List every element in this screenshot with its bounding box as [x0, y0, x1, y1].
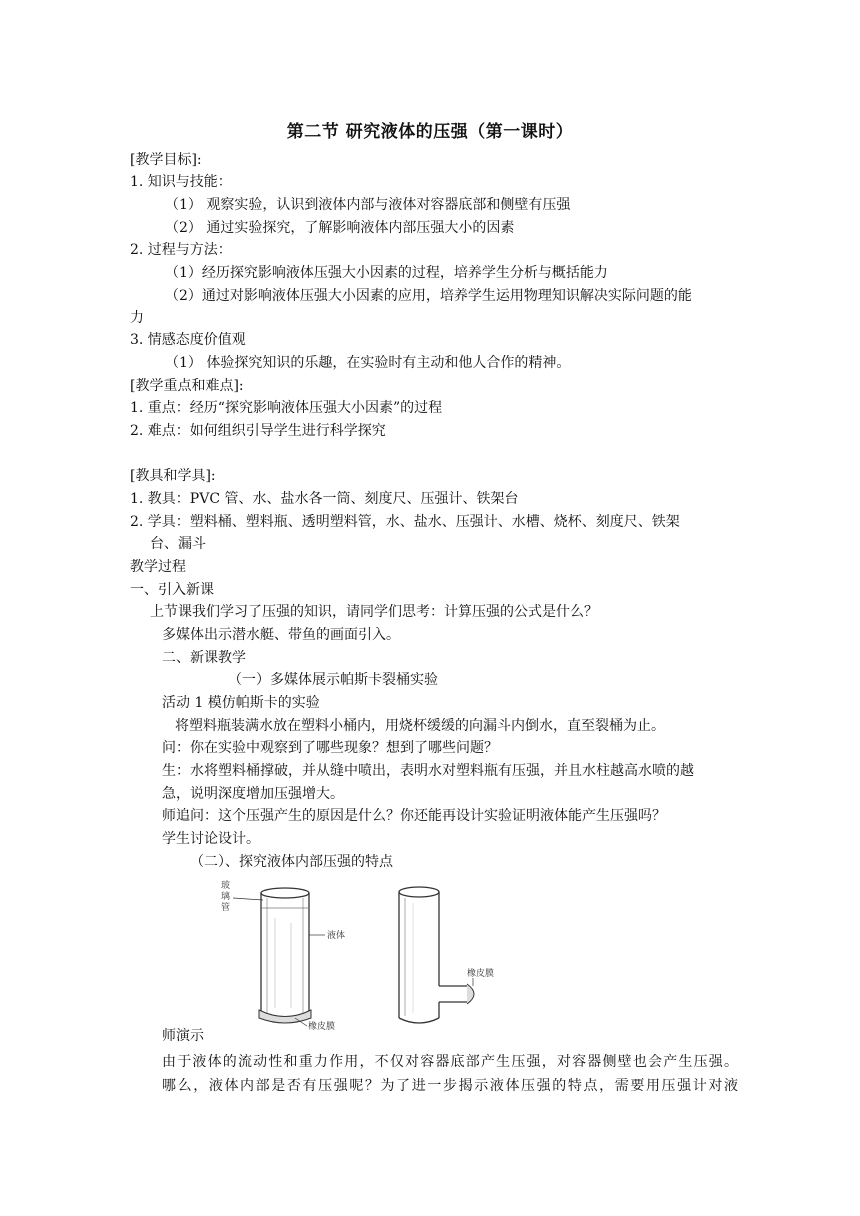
text-line: 生：水将塑料桶撑破，并从缝中喷出，表明水对塑料瓶有压强，并且水柱越高水喷的越 [162, 763, 694, 779]
text-line: 学生讨论设计。 [162, 831, 260, 847]
text-line: （2）通过对影响液体压强大小因素的应用，培养学生运用物理知识解决实际问题的能 [165, 288, 692, 304]
text-line: 一、引入新课 [130, 582, 214, 598]
text-line: （1） 体验探究知识的乐趣，在实验时有主动和他人合作的精神。 [165, 355, 571, 371]
text-line: 问：你在实验中观察到了哪些现象？想到了哪些问题？ [162, 740, 498, 756]
label-glass-tube-2: 璃 [221, 892, 231, 902]
text-line: 2. 过程与方法： [130, 242, 232, 258]
text-line: 师追问：这个压强产生的原因是什么？你还能再设计实验证明液体能产生压强吗？ [162, 808, 666, 824]
text-line: 1. 重点：经历“探究影响液体压强大小因素”的过程 [130, 400, 443, 416]
text-line: 3. 情感态度价值观 [130, 332, 246, 348]
section-header-key: [教学重点和难点]: [130, 378, 244, 394]
text-line: 活动 1 模仿帕斯卡的实验 [162, 695, 320, 711]
text-line: 二、新课教学 [162, 650, 246, 666]
text-line: （二）、探究液体内部压强的特点 [190, 854, 393, 870]
label-glass-tube-1: 玻 [221, 881, 231, 891]
text-line: 多媒体出示潜水艇、带鱼的画面引入。 [162, 627, 400, 643]
text-line: 台、漏斗 [150, 536, 206, 552]
text-line: 2. 难点：如何组织引导学生进行科学探究 [130, 423, 386, 439]
page-title: 第二节 研究液体的压强（第一课时） [286, 122, 574, 142]
glass-tube-side-membrane [399, 887, 474, 1023]
text-line: 师演示 [162, 1028, 204, 1044]
section-header-process: 教学过程 [130, 559, 186, 575]
text-line: 2. 学具：塑料桶、塑料瓶、透明塑料管，水、盐水、压强计、水槽、烧杯、刻度尺、铁架 [130, 514, 680, 530]
label-membrane-bottom: 橡皮膜 [308, 1022, 336, 1032]
text-line: 哪么，液体内部是否有压强呢？为了进一步揭示液体压强的特点，需要用压强计对液 [162, 1078, 738, 1094]
text-line: （一）多媒体展示帕斯卡裂桶实验 [228, 672, 438, 688]
text-line: 力 [130, 310, 144, 326]
text-line: （2） 通过实验探究，了解影响液体内部压强大小的因素 [165, 220, 515, 236]
text-line: 1. 知识与技能： [130, 174, 232, 190]
label-liquid: 液体 [327, 931, 346, 941]
section-header-tools: [教具和学具]: [130, 468, 216, 484]
text-line: 由于液体的流动性和重力作用，不仅对容器底部产生压强，对容器侧壁也会产生压强。 [162, 1054, 738, 1070]
glass-tube-bottom-membrane [259, 888, 311, 1023]
liquid-pressure-figure [215, 878, 495, 1033]
text-line: （1）经历探究影响液体压强大小因素的过程，培养学生分析与概括能力 [165, 265, 608, 281]
label-membrane-side: 橡皮膜 [467, 969, 495, 979]
label-glass-tube-3: 管 [221, 903, 231, 913]
section-header-goals: [教学目标]: [130, 152, 202, 168]
text-line: （1） 观察实验，认识到液体内部与液体对容器底部和侧壁有压强 [165, 197, 571, 213]
text-line: 1. 教具：PVC 管、水、盐水各一筒、刻度尺、压强计、铁架台 [130, 491, 519, 507]
text-line: 急，说明深度增加压强增大。 [162, 786, 344, 802]
text-line: 将塑料瓶装满水放在塑料小桶内，用烧杯缓缓的向漏斗内倒水，直至裂桶为止。 [175, 718, 665, 734]
text-line: 上节课我们学习了压强的知识，请同学们思考：计算压强的公式是什么？ [150, 604, 598, 620]
